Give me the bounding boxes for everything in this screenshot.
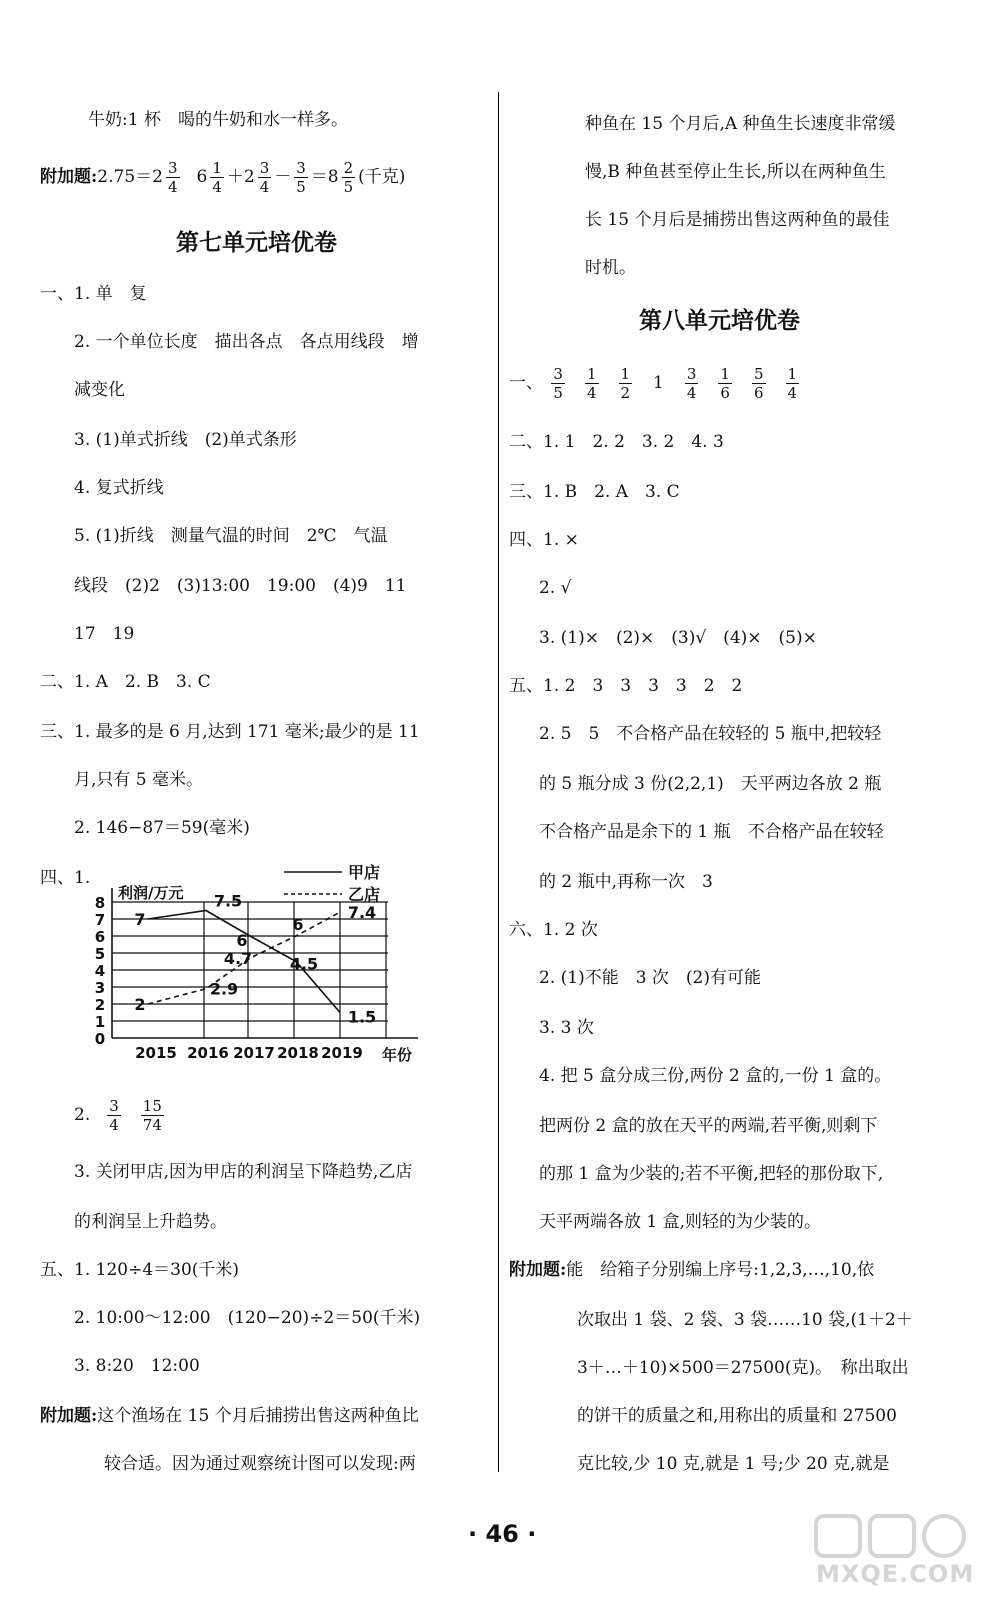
s1-q5-a: 5. (1)折线 测量气温的时间 2℃ 气温 [74, 526, 388, 546]
expr-part: ＋2 [226, 167, 255, 187]
s2-answers: 二、1. A 2. B 3. C [40, 672, 211, 692]
y-tick-label: 7 [94, 911, 106, 929]
u8-s4-q3: 3. (1)× (2)× (3)√ (4)× (5)× [539, 628, 817, 648]
bonus-label: 附加题: [509, 1260, 567, 1280]
x-tick-label: 2018 [277, 1044, 319, 1062]
u8-bonus-d: 的饼干的质量之和,用称出的质量和 27500 [577, 1406, 897, 1426]
fraction: $\frac{3}{4}$ [109, 1097, 119, 1134]
y-tick-label: 8 [94, 894, 106, 912]
bonus-7-f: 时机。 [585, 258, 636, 278]
y-tick-label: 2 [94, 996, 106, 1014]
u8-s6-q4-d: 天平两端各放 1 盒,则轻的为少装的。 [539, 1212, 822, 1232]
legend-label: 乙店 [348, 885, 381, 904]
bonus-7-e: 长 15 个月后是捕捞出售这两种鱼的最佳 [585, 210, 890, 230]
milk-answer: 牛奶:1 杯 喝的牛奶和水一样多。 [88, 110, 348, 130]
watermark-icon [812, 1512, 976, 1562]
fraction: $\frac{1}{4}$ [787, 365, 798, 402]
expr-part: 6 [196, 167, 208, 187]
fraction: $\frac{1}{6}$ [720, 365, 730, 402]
x-axis-label: 年份 [382, 1046, 413, 1064]
fraction: $\frac{3}{4}$ [167, 159, 178, 196]
s3-q2: 2. 146−87＝59(毫米) [74, 818, 250, 838]
s1-q5-c: 17 19 [74, 624, 135, 644]
s3-q1-a: 三、1. 最多的是 6 月,达到 171 毫米;最少的是 11 [40, 722, 420, 742]
watermark-text: MXQE.COM [816, 1560, 975, 1588]
u8-s5-q2-d: 的 2 瓶中,再称一次 3 [539, 872, 713, 892]
y-tick-label: 4 [94, 962, 106, 980]
x-tick-label: 2015 [135, 1044, 177, 1062]
u8-s5-q2-a: 2. 5 5 不合格产品在较轻的 5 瓶中,把较轻 [539, 724, 882, 744]
fraction: $\frac{3}{5}$ [296, 159, 306, 196]
u8-bonus-a [509, 1258, 874, 1282]
s4-q3-a: 3. 关闭甲店,因为甲店的利润呈下降趋势,乙店 [74, 1162, 413, 1182]
fraction: $\frac{1}{4}$ [212, 159, 222, 196]
s1-q4: 4. 复式折线 [74, 478, 164, 498]
s5-q2: 2. 10:00～12:00 (120−20)÷2＝50(千米) [74, 1308, 421, 1328]
s5-q3: 3. 8:20 12:00 [74, 1356, 200, 1376]
column-divider [498, 92, 499, 1472]
data-label: 6 [292, 915, 304, 934]
u8-bonus-text: 能 给箱子分别编上序号:1,2,3,…,10,依 [566, 1260, 875, 1280]
s1-q1: 一、1. 单 复 [40, 284, 147, 304]
u8-s4-q1: 四、1. × [509, 530, 579, 550]
fraction: $\frac{15}{74}$ [142, 1097, 162, 1134]
y-tick-label: 1 [94, 1013, 106, 1031]
data-label: 4.5 [289, 954, 319, 974]
s4-q1-label: 四、1. [40, 868, 91, 888]
s4-q3-b: 的利润呈上升趋势。 [74, 1212, 227, 1232]
s3-q1-b: 月,只有 5 毫米。 [74, 770, 204, 790]
u8-s6-q4-c: 的那 1 盒为少装的;若不平衡,把轻的那份取下, [539, 1164, 884, 1184]
u8-s6-q4-b: 把两份 2 盒的放在天平的两端,若平衡,则剩下 [539, 1116, 878, 1136]
u8-s5-q1: 五、1. 2 3 3 3 3 2 2 [509, 676, 743, 696]
u8-s6-q2: 2. (1)不能 3 次 (2)有可能 [539, 968, 762, 988]
y-tick-label: 0 [94, 1030, 106, 1048]
x-tick-label: 2017 [233, 1044, 275, 1062]
y-tick-label: 5 [94, 945, 106, 963]
page-number: · 46 · [468, 1520, 537, 1548]
expr-unit: (千克) [358, 167, 406, 187]
u8-s5-q2-c: 不合格产品是余下的 1 瓶 不合格产品在较轻 [539, 822, 884, 842]
bonus-7-d: 慢,B 种鱼甚至停止生长,所以在两种鱼生 [585, 162, 886, 182]
y-tick-label: 6 [94, 928, 106, 946]
u8-s4-q2: 2. √ [539, 578, 572, 598]
bonus-label: 附加题: [40, 167, 98, 187]
u8-bonus-b: 次取出 1 袋、2 袋、3 袋……10 袋,(1＋2＋ [577, 1310, 913, 1330]
s1-q5-b: 线段 (2)2 (3)13:00 19:00 (4)9 11 [74, 576, 407, 596]
unit7-title: 第七单元培优卷 [176, 230, 337, 256]
unit8-title: 第八单元培优卷 [639, 308, 800, 334]
fraction: $\frac{2}{5}$ [343, 159, 354, 196]
x-tick-label: 2016 [187, 1044, 229, 1062]
fraction: $\frac{3}{5}$ [553, 365, 563, 402]
fraction: $\frac{3}{4}$ [259, 159, 270, 196]
data-label: 2 [134, 995, 146, 1014]
bonus-7-c: 种鱼在 15 个月后,A 种鱼生长速度非常缓 [585, 114, 896, 134]
u8-bonus-e: 克比较,少 10 克,就是 1 号;少 20 克,就是 [577, 1454, 890, 1474]
fraction: $\frac{5}{6}$ [753, 365, 764, 402]
data-label: 4.7 [223, 949, 253, 969]
whole-number: 1 [653, 373, 664, 393]
y-axis-label: 利润/万元 [118, 884, 184, 902]
bonus-question-6 [40, 156, 405, 198]
bonus-label: 附加题: [40, 1406, 98, 1426]
watermark-logo [812, 1512, 976, 1592]
fraction: $\frac{1}{4}$ [586, 365, 597, 402]
u8-bonus-c: 3＋…＋10)×500＝27500(克)。 称出取出 [577, 1358, 909, 1378]
u8-s1-fractions [509, 362, 802, 404]
fraction: $\frac{3}{4}$ [686, 365, 697, 402]
x-tick-label: 2019 [321, 1044, 363, 1062]
s4-q2 [74, 1094, 167, 1136]
expr-part: ＝8 [310, 167, 339, 187]
y-tick-label: 3 [94, 979, 106, 997]
u8-s2: 二、1. 1 2. 2 3. 2 4. 3 [509, 432, 724, 452]
s1-q2-b: 减变化 [74, 380, 125, 400]
s4-q2-label: 2. [74, 1105, 91, 1125]
u8-s6-q3: 3. 3 次 [539, 1018, 594, 1038]
legend-label: 甲店 [348, 863, 381, 882]
bonus-7-b: 较合适。因为通过观察统计图可以发现:两 [104, 1454, 416, 1474]
expr-part: － [274, 167, 292, 187]
data-label: 7.5 [213, 891, 243, 911]
data-label: 7.4 [347, 903, 377, 923]
u8-s5-q2-b: 的 5 瓶分成 3 份(2,2,1) 天平两边各放 2 瓶 [539, 774, 882, 794]
u8-s6-q1: 六、1. 2 次 [509, 920, 598, 940]
data-label: 1.5 [347, 1007, 377, 1027]
expr-part: 2.75＝2 [97, 167, 163, 187]
data-label: 7 [134, 910, 146, 929]
data-label: 6 [236, 931, 248, 950]
u8-s6-q4-a: 4. 把 5 盒分成三份,两份 2 盒的,一份 1 盒的。 [539, 1066, 892, 1086]
fraction: $\frac{1}{2}$ [620, 365, 631, 402]
bonus-7-a [40, 1404, 419, 1428]
data-label: 2.9 [209, 979, 239, 999]
bonus-7-text: 这个渔场在 15 个月后捕捞出售这两种鱼比 [97, 1406, 419, 1426]
u8-s3: 三、1. B 2. A 3. C [509, 482, 680, 502]
s1-q2-a: 2. 一个单位长度 描出各点 各点用线段 增 [74, 332, 419, 352]
u8-s1-label: 一、 [509, 373, 543, 393]
profit-line-chart [88, 860, 428, 1070]
s5-q1: 五、1. 120÷4＝30(千米) [40, 1260, 240, 1280]
s1-q3: 3. (1)单式折线 (2)单式条形 [74, 430, 297, 450]
